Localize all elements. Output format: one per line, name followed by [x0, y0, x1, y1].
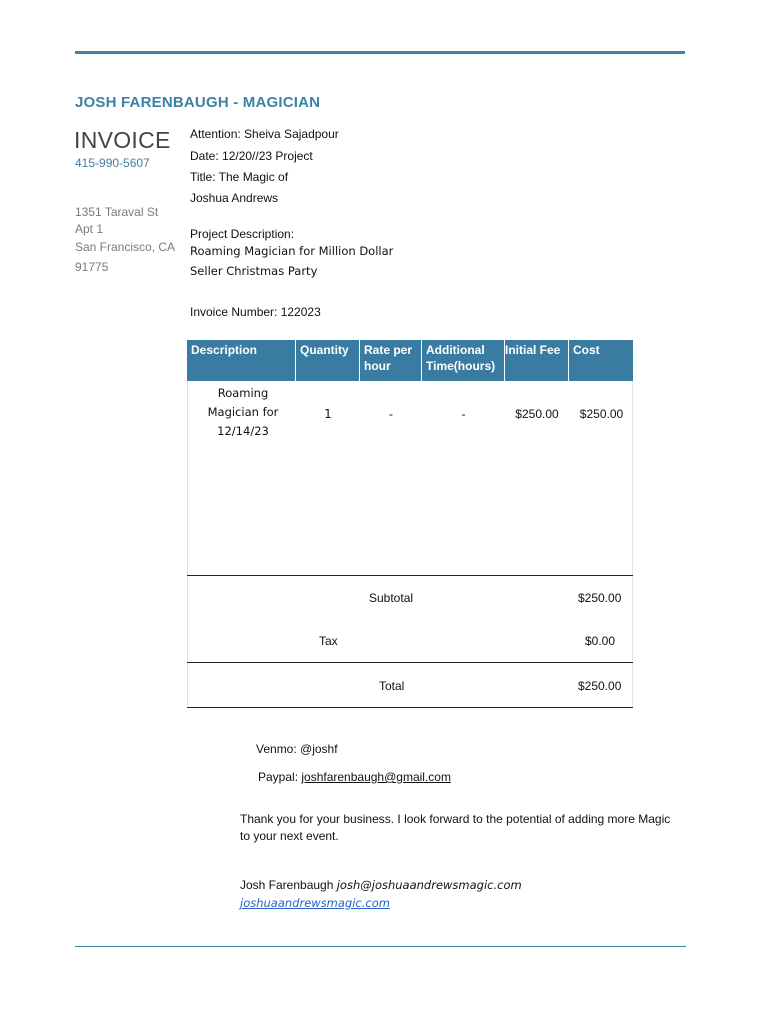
tax-value: $0.00: [585, 634, 616, 648]
bottom-divider: [75, 946, 686, 947]
column-header-additional-time: Additional Time(hours): [426, 343, 496, 373]
address-line-1: 1351 Taraval St: [75, 205, 159, 219]
row-description-line: Magician for: [207, 405, 279, 419]
row-description: [188, 384, 298, 441]
business-name: JOSH FARENBAUGH - MAGICIAN: [75, 94, 321, 111]
subtotal-value: $250.00: [578, 591, 622, 605]
row-additional-time: -: [461, 407, 466, 421]
summary-border-right: [632, 576, 633, 707]
table-header: [187, 340, 633, 381]
paypal-line: [258, 770, 451, 784]
date-line: Date: 12/20//23 Project: [190, 149, 313, 163]
attention-line: Attention: Sheiva Sajadpour: [190, 127, 339, 141]
signature-email: josh@joshuaandrewsmagic.com: [336, 878, 522, 892]
row-cost: $250.00: [579, 407, 624, 421]
signature-name: Josh Farenbaugh: [240, 878, 337, 892]
table-body: [187, 381, 633, 576]
subtotal-label: Subtotal: [369, 591, 414, 605]
summary-border-left: [187, 576, 188, 707]
address-line-2: Apt 1: [75, 222, 104, 236]
address-line-3: San Francisco, CA: [75, 240, 176, 254]
column-header-initial-fee: Initial Fee: [505, 343, 561, 357]
total-value: $250.00: [578, 679, 622, 693]
project-description-line-1: Roaming Magician for Million Dollar: [190, 244, 394, 258]
table-bottom-rule: [187, 707, 633, 708]
project-description-label: Project Description:: [190, 227, 295, 241]
column-header-rate: Rate per hour: [364, 343, 413, 373]
paypal-email-link[interactable]: joshfarenbaugh@gmail.com: [301, 770, 451, 784]
subtotal-divider: [187, 575, 633, 576]
project-title-line-1: Title: The Magic of: [190, 170, 289, 184]
row-rate: -: [389, 407, 393, 421]
signature-line: [240, 878, 522, 892]
row-description-line: 12/14/23: [217, 424, 269, 438]
invoice-title: INVOICE: [74, 127, 171, 153]
row-initial-fee: $250.00: [515, 407, 559, 421]
venmo-handle: Venmo: @joshf: [256, 742, 338, 756]
website-link[interactable]: joshuaandrewsmagic.com: [240, 896, 390, 910]
project-description-line-2: Seller Christmas Party: [190, 264, 318, 278]
row-quantity: 1: [324, 407, 332, 421]
address-line-4: 91775: [75, 260, 109, 274]
total-divider: [187, 662, 633, 663]
column-header-quantity: Quantity: [300, 343, 349, 357]
total-label: Total: [379, 679, 405, 693]
column-header-description: Description: [191, 343, 258, 357]
row-description-line: Roaming: [217, 386, 269, 400]
phone-number: 415-990-5607: [75, 156, 150, 170]
project-title-line-2: Joshua Andrews: [190, 191, 279, 205]
tax-label: Tax: [319, 634, 338, 648]
column-header-cost: Cost: [573, 343, 600, 357]
thank-you-message: Thank you for your business. I look forward to the potential of adding more Magic to your next event.: [240, 812, 671, 843]
paypal-label: Paypal:: [258, 770, 302, 784]
top-divider: [75, 51, 685, 54]
invoice-number: Invoice Number: 122023: [190, 305, 321, 319]
